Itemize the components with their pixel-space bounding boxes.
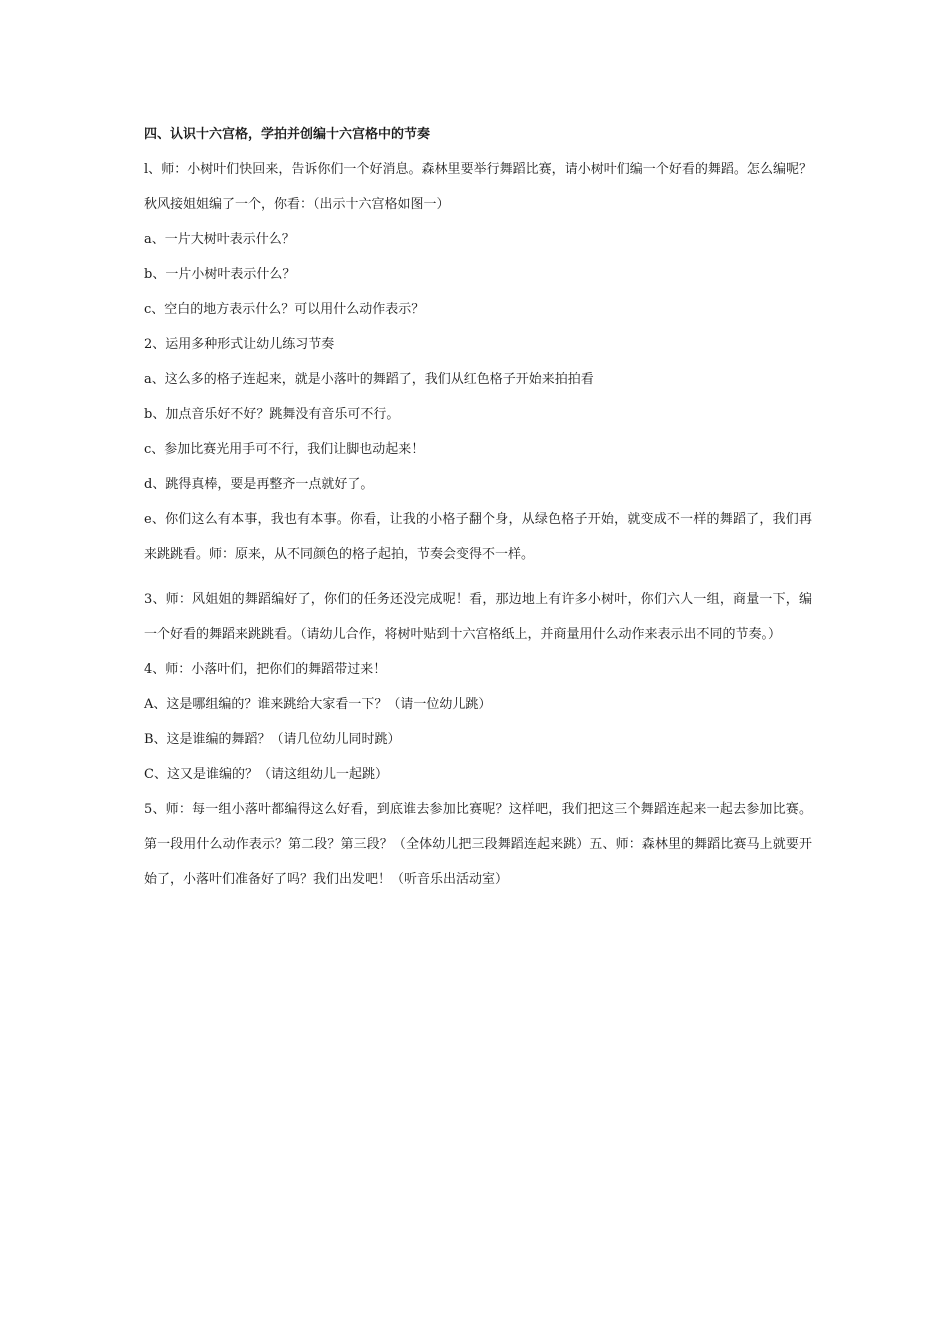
document-page [144,118,812,897]
paragraph-B4: B、这是谁编的舞蹈？（请几位幼儿同时跳） [144,732,401,747]
section-heading: 四、认识十六宫格，学拍并创编十六宫格中的节奏 [144,127,431,142]
paragraph-4: 4、师：小落叶们，把你们的舞蹈带过来！ [144,662,387,677]
paragraph-b1: b、一片小树叶表示什么？ [144,267,296,282]
paragraph-spacer [144,572,812,582]
paragraph-1: l、师：小树叶们快回来，告诉你们一个好消息。森林里要举行舞蹈比赛，请小树叶们编一个好看的舞蹈。怎么编呢？秋风接姐姐编了一个，你看：（出示十六宫格如图一） [144,162,812,212]
paragraph-C4: C、这又是谁编的？（请这组幼儿一起跳） [144,767,388,782]
paragraph-b2: b、加点音乐好不好？跳舞没有音乐可不行。 [144,407,400,422]
paragraph-5: 5、师：每一组小落叶都编得这么好看，到底谁去参加比赛呢？这样吧，我们把这三个舞蹈连起来一起去参加比赛。第一段用什么动作表示？第二段？第三段？（全体幼儿把三段舞蹈连起来跳）五、师：森林里的舞蹈比赛马上就要开始了，小落叶们准备好了吗？我们出发吧！（听音乐出活动室） [144,802,812,887]
paragraph-d2: d、跳得真棒，要是再整齐一点就好了。 [144,477,374,492]
paragraph-A4: A、这是哪组编的？谁来跳给大家看一下？（请一位幼儿跳） [144,697,492,712]
paragraph-e2: e、你们这么有本事，我也有本事。你看，让我的小格子翻个身，从绿色格子开始，就变成不一样的舞蹈了，我们再来跳跳看。师：原来，从不同颜色的格子起拍，节奏会变得不一样。 [144,512,812,562]
paragraph-c1: c、空白的地方表示什么？可以用什么动作表示？ [144,302,425,317]
paragraph-a1: a、一片大树叶表示什么？ [144,232,295,247]
paragraph-3: 3、师：风姐姐的舞蹈编好了，你们的任务还没完成呢！看，那边地上有许多小树叶，你们六人一组，商量一下，编一个好看的舞蹈来跳跳看。（请幼儿合作，将树叶贴到十六宫格纸上，并商量用什么动作来表示出不同的节奏。） [144,592,812,642]
paragraph-a2: a、这么多的格子连起来，就是小落叶的舞蹈了，我们从红色格子开始来拍拍看 [144,372,594,387]
paragraph-c2: c、参加比赛光用手可不行，我们让脚也动起来！ [144,442,425,457]
paragraph-2: 2、运用多种形式让幼儿练习节奏 [144,337,335,352]
